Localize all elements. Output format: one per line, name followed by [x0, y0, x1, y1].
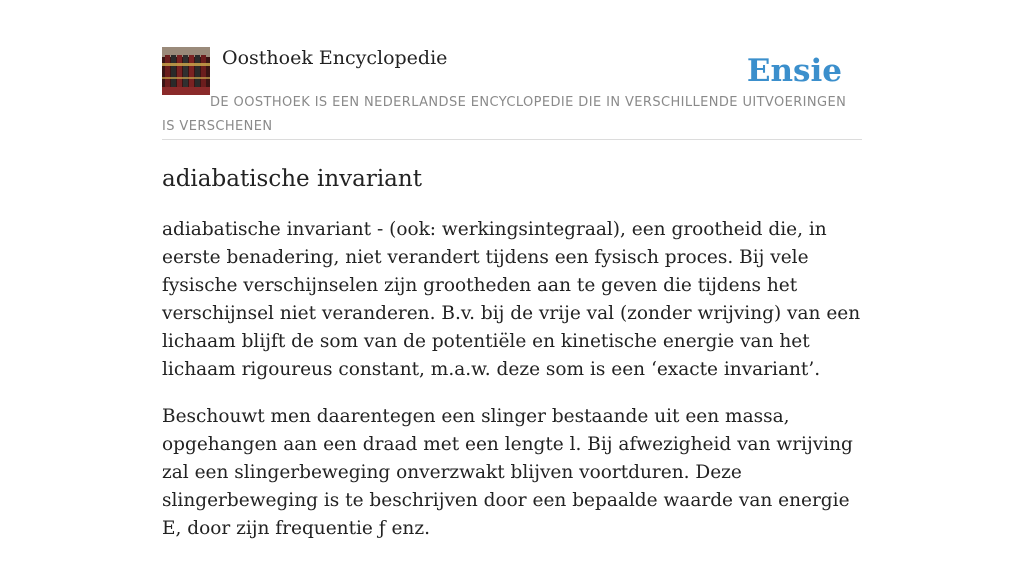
site-tagline: DE OOSTHOEK IS EEN NEDERLANDSE ENCYCLOPEDIE DIE IN VERSCHILLENDE UITVOERINGEN IS VERSCHENEN — [162, 95, 847, 134]
brand-logo[interactable]: Ensie — [746, 53, 842, 89]
site-name[interactable]: Oosthoek Encyclopedie — [222, 47, 448, 69]
article-paragraph: Beschouwt men daarentegen een slinger bestaande uit een massa, opgehangen aan een draad met een lengte l. Bij afwezigheid van wrijving zal een slingerbeweging onverzwakt blijven voortduren. Deze slingerbeweging is te beschrijven door een bepaalde waarde van energie E, door zijn frequentie ƒ enz. — [162, 406, 853, 539]
encyclopedia-books-icon[interactable] — [162, 47, 210, 95]
article-body — [162, 216, 862, 562]
article-title: adiabatische invariant — [162, 166, 422, 192]
article-paragraph: adiabatische invariant - (ook: werkingsintegraal), een grootheid die, in eerste benadering, niet verandert tijdens een fysisch proces. Bij vele fysische verschijnselen zijn grootheden aan te geven die tijdens het verschijnsel niet veranderen. B.v. bij de vrije val (zonder wrijving) van een lichaam blijft de som van de potentiële en kinetische energie van het lichaam rigoureus constant, m.a.w. deze som is een ‘exacte invariant’. — [162, 219, 861, 380]
site-header — [162, 46, 862, 140]
